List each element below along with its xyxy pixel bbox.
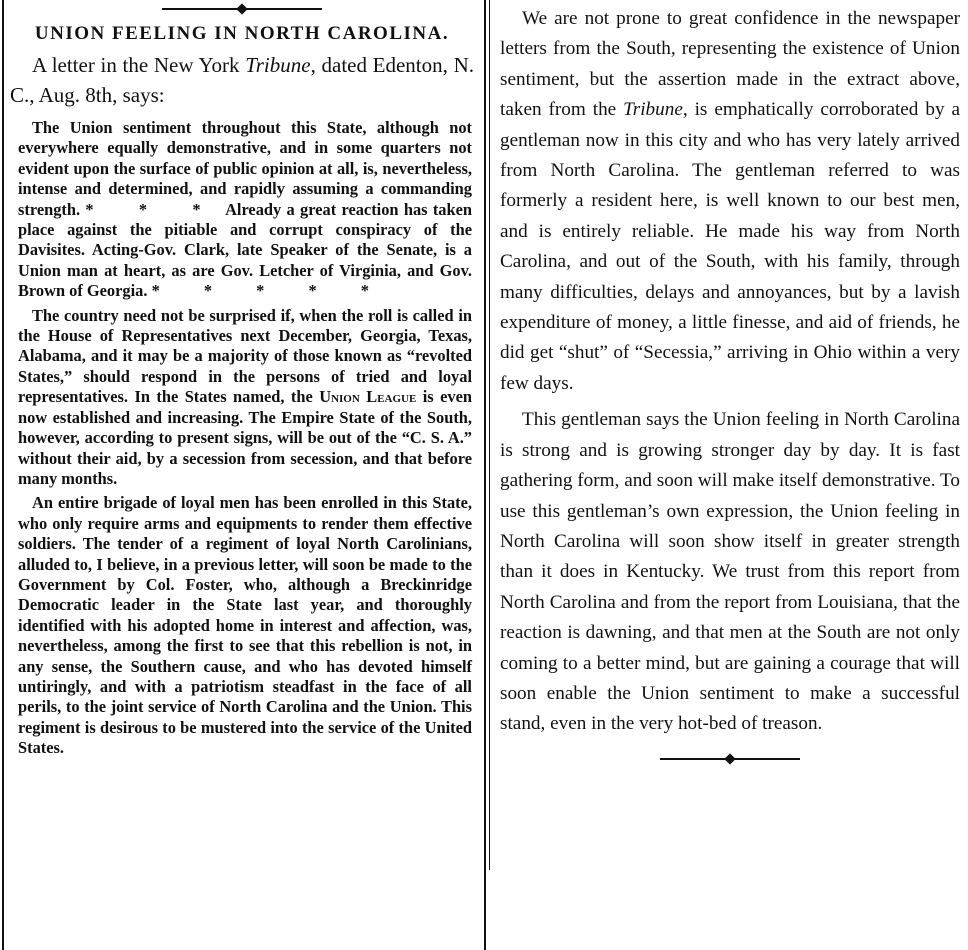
commentary-paragraph-2: This gentleman says the Union feeling in North Carolina is strong and is growing stronger day by day. It is fast gathering form, and soon will make itself demonstrative. To use this gentleman’s own expression, the Union feeling in North Carolina will soon show itself in greater strength than it does in Kentucky. We trust from this report from North Carolina and from the report from Louisiana, that the reaction is dawning, and that men at the South are not only coming to a better mind, but are gaining a courage that will soon enable the Union sentiment to make a successful stand, even in the very hot-bed of treason. [500,409,960,735]
right-column [500,0,960,870]
quote-paragraph-3: An entire brigade of loyal men has been enrolled in this State, who only require arms and equipments to render them effective soldiers. The tender of a regiment of loyal North Carolinians, alluded to, I believe, in a previous letter, will soon be made to the Government by Col. Foster, who, although a Breckinridge Democratic leader in the State last year, and thoroughly identified with his adopted home in interest and affection, was, nevertheless, among the first to see that this rebellion is not, in any sense, the Southern cause, and who has devoted himself untiringly, and with a patriotism steadfast in the face of all perils, to the joint service of North Carolina and the Union. This regiment is desirous to be mustered into the service of the United States. [18,493,472,758]
bottom-ornament-rule [660,752,800,766]
ellipsis-stars: * * * * * [151,281,389,301]
commentary-paragraph-1: We are not prone to great confidence in the newspaper letters from the South, representing the existence of Union sentiment, but the assertion made in the extract above, taken from the Tribune, is emphatically corroborated by a gentleman now in this city and who has very lately arrived from North Carolina. The gentleman referred to was formerly a resident here, is well known to our best men, and is entirely reliable. He made his way from North Carolina, and out of the South, with his family, through many difficulties, delays and annoyances, but by a lavish expenditure of money, a little finesse, and aid of friends, he did get “shut” of “Secessia,” arriving in Ohio within a very few days. [500,8,960,394]
newspaper-name: Tribune [245,53,311,77]
top-ornament-rule [162,2,322,16]
newspaper-name: Tribune [623,99,683,121]
quoted-letter [6,118,478,759]
column-divider-rule-thin [489,0,490,870]
article-headline: UNION FEELING IN NORTH CAROLINA. [34,23,450,44]
ellipsis-stars: * * * [85,199,221,219]
article-intro: A letter in the New York Tribune, dated Edenton, N. C., Aug. 8th, says: [10,53,474,107]
quote-paragraph-2: The country need not be surprised if, when the roll is called in the House of Representatives next December, Georgia, Texas, Alabama, and it may be a majority of those known as “revolted States,” should respond in the persons of tried and loyal representatives. In the States named, the Union League is even now established and increasing. The Empire State of the South, however, according to present signs, will be out of the “C. S. A.” without their aid, by a secession from secession, and that before many months. [18,305,472,488]
left-column-rule [2,0,4,950]
left-column [6,0,478,950]
quote-paragraph-1: The Union sentiment throughout this State, although not everywhere equally demonstrative, and in some quarters not evident upon the surface of public opinion at all, is, nevertheless, intense and determined, and rapidly assuming a commanding strength. * * * Already a great reaction has taken place against the pitiable and corrupt conspiracy of the Davisites. Acting-Gov. Clark, late Speaker of the Senate, is a Union man at heart, as are Gov. Letcher of Virginia, and Gov. Brown of Georgia. * * * * * [18,118,472,301]
union-league: Union League [319,387,417,407]
column-divider-rule [484,0,486,950]
